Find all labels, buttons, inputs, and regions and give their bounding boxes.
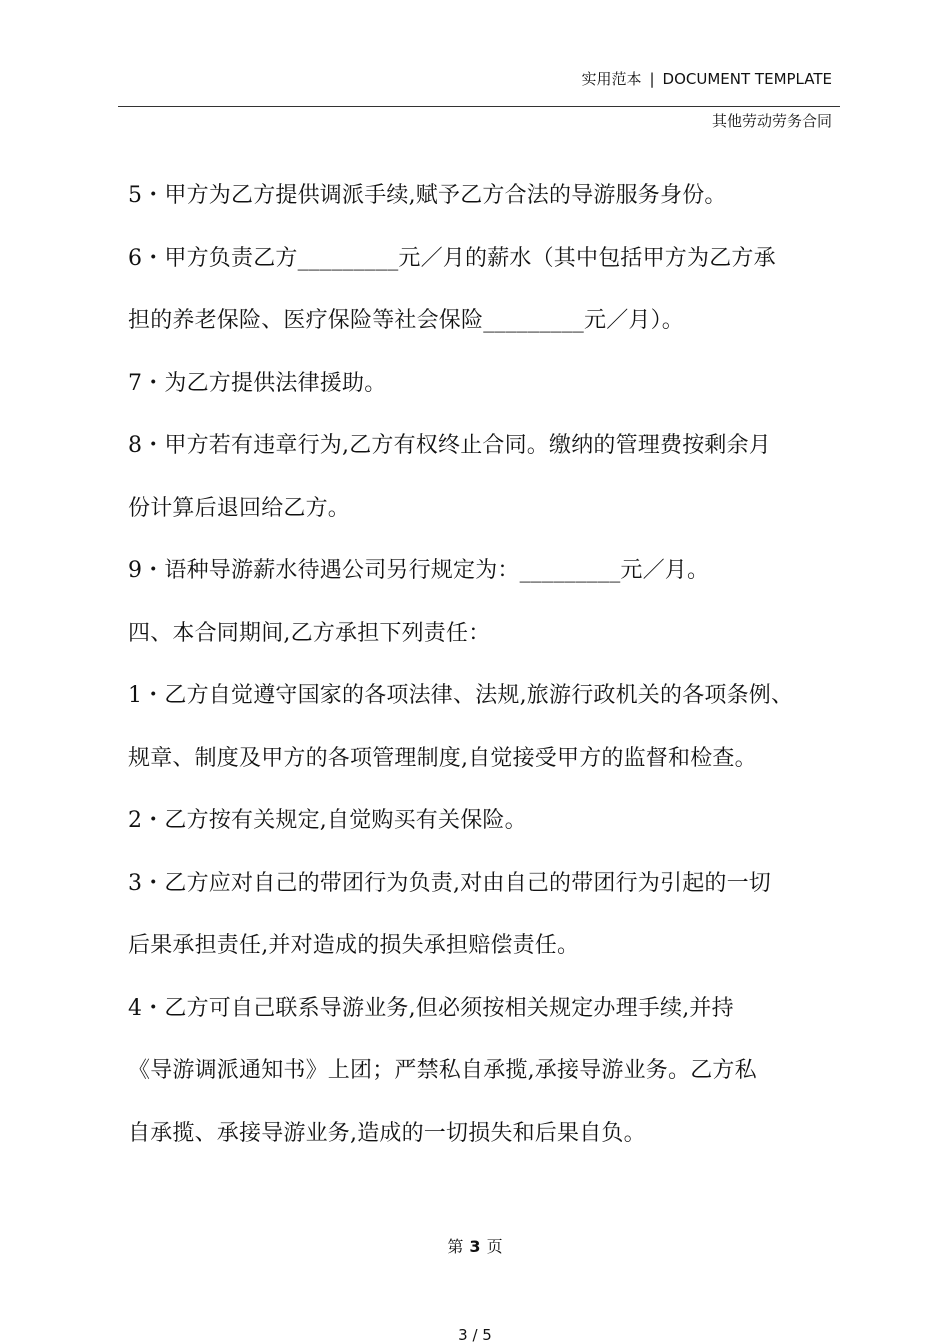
body-line: 6・甲方负责乙方_________元／月的薪水（其中包括甲方为乙方承 [128,245,776,271]
header-brand-line [581,68,832,89]
header-template-label: DOCUMENT TEMPLATE [662,70,832,88]
body-line: 5・甲方为乙方提供调派手续,赋予乙方合法的导游服务身份。 [128,183,727,208]
page-prefix: 第 [447,1237,464,1256]
body-line: 《导游调派通知书》上团；严禁私自承揽,承接导游业务。乙方私 [128,1058,757,1083]
body-line: 1・乙方自觉遵守国家的各项法律、法规,旅游行政机关的各项条例、 [128,683,794,708]
header-divider [118,106,840,107]
page-number-value: 3 [469,1237,481,1256]
body-line: 份计算后退回给乙方。 [128,495,351,521]
body-line: 8・甲方若有违章行为,乙方有权终止合同。缴纳的管理费按剩余月 [128,433,771,458]
body-line: 9・语种导游薪水待遇公司另行规定为：_________元／月。 [128,558,710,583]
document-body [128,176,840,1176]
body-line: 4・乙方可自己联系导游业务,但必须按相关规定办理手续,并持 [128,995,734,1021]
page-suffix: 页 [486,1237,503,1256]
body-line: 7・为乙方提供法律援助。 [128,370,387,396]
body-line: 规章、制度及甲方的各项管理制度,自觉接受甲方的监督和检查。 [128,745,757,771]
header-separator: | [649,70,655,88]
body-line: 2・乙方按有关规定,自觉购买有关保险。 [128,808,527,833]
body-line: 担的养老保险、医疗保险等社会保险_________元／月）。 [128,308,685,333]
page-number [0,1234,950,1257]
body-line: 3・乙方应对自己的带团行为负责,对由自己的带团行为引起的一切 [128,870,771,896]
section-heading: 四、本合同期间,乙方承担下列责任： [128,620,491,646]
page-count: 3 / 5 [458,1326,492,1344]
body-line: 自承揽、承接导游业务,造成的一切损失和后果自负。 [128,1120,646,1146]
header-doc-type: 其他劳动劳务合同 [711,112,832,130]
header-brand: 实用范本 [581,70,642,88]
body-line: 后果承担责任,并对造成的损失承担赔偿责任。 [128,933,580,958]
